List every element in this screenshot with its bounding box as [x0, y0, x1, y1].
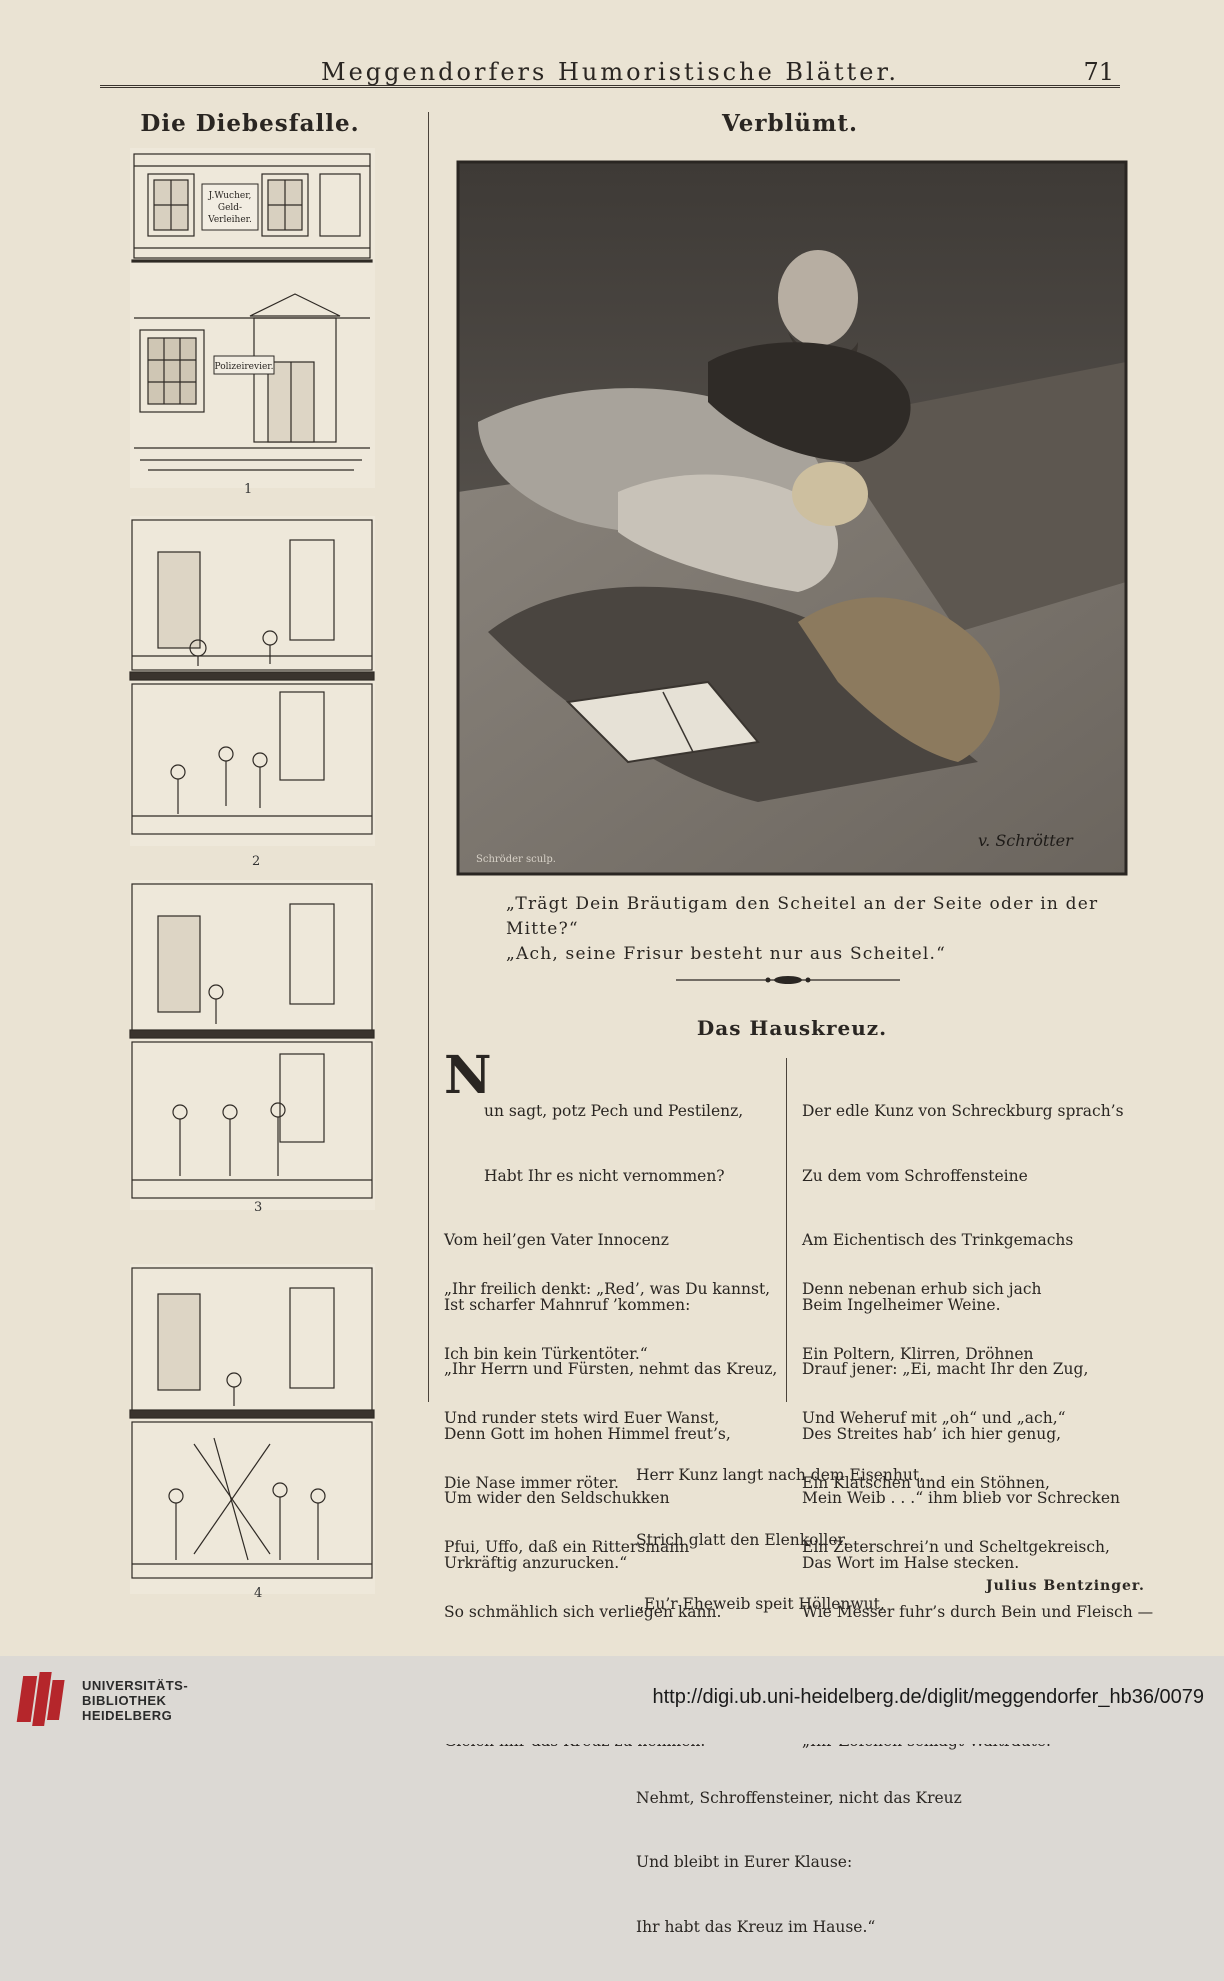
panel-2-drawing — [130, 516, 375, 846]
library-name[interactable] — [82, 1678, 188, 1723]
stanza-1-line-7: Um wider den Seldschukken — [444, 1489, 670, 1507]
stanza-2-line-6: So schmählich sich verliegen kann. — [444, 1602, 722, 1621]
stanza-3-line-4: Beim Ingelheimer Weine. — [802, 1295, 1001, 1314]
stanza-3-line-8: Das Wort im Halse stecken. — [802, 1553, 1020, 1572]
footer-bar — [0, 1656, 1224, 1744]
stanza-2-line-5: Pfui, Uffo, daß ein Rittersmann — [444, 1538, 690, 1556]
stanza-4-line-1: Denn nebenan erhub sich jach — [802, 1280, 1042, 1298]
stanza-1-line-3: Vom heil’gen Vater Innocenz — [444, 1231, 669, 1249]
ornament-divider — [676, 972, 900, 988]
illustration-caption — [506, 892, 1126, 967]
artist-signature: v. Schrötter — [978, 831, 1073, 850]
poem-author: Julius Bentzinger. — [986, 1578, 1145, 1594]
comic-panel-2 — [130, 516, 375, 869]
library-name-line-2: BIBLIOTHEK — [82, 1693, 167, 1708]
panel-number-1: 1 — [244, 482, 253, 497]
panel-number-2: 2 — [252, 854, 261, 869]
column-divider — [428, 112, 429, 1402]
stanza-4-line-4: Ein Klatschen und ein Stöhnen, — [802, 1473, 1050, 1492]
university-logo-icon[interactable] — [22, 1670, 70, 1728]
source-url-link[interactable]: http://digi.ub.uni-heidelberg.de/diglit/meggendorfer_hb36/0079 — [652, 1686, 1204, 1708]
stanza-2-line-1: „Ihr freilich denkt: „Red’, was Du kannst, — [444, 1280, 771, 1298]
shop-sign-line-1: J.Wucher, — [208, 191, 252, 201]
shop-sign-line-2: Geld- — [217, 203, 243, 213]
stanza-2-line-3: Und runder stets wird Euer Wanst, — [444, 1409, 720, 1427]
engraver-credit: Schröder sculp. — [476, 854, 556, 865]
stanza-3-line-3: Am Eichentisch des Trinkgemachs — [802, 1231, 1074, 1249]
panel-4-drawing — [130, 1264, 375, 1594]
stanza-5-line-6: Nehmt, Schroffensteiner, nicht das Kreuz — [636, 1788, 962, 1807]
stanza-1-line-4: Ist scharfer Mahnruf ’kommen: — [444, 1295, 691, 1314]
running-head — [100, 54, 1120, 88]
stanza-2-line-2: Ich bin kein Türkentöter.“ — [444, 1344, 648, 1363]
caption-line-1: „Trägt Dein Bräutigam den Scheitel an der Seite oder in der Mitte?“ — [506, 894, 1099, 939]
stanza-3-line-6: Des Streites hab’ ich hier genug, — [802, 1424, 1062, 1443]
stanza-1-line-1: un sagt, potz Pech und Pestilenz, — [484, 1102, 744, 1120]
station-sign: Polizeirevier. — [214, 362, 274, 372]
illustration-drawing — [458, 162, 1126, 874]
poem-title: Das Hauskreuz. — [696, 1016, 888, 1040]
right-column-title: Verblümt. — [722, 110, 858, 137]
shop-sign-line-3: Verleiher. — [208, 215, 252, 225]
stanza-5-line-1: Herr Kunz langt nach dem Eisenhut, — [636, 1466, 925, 1484]
stanza-1-line-2: Habt Ihr es nicht vernommen? — [484, 1166, 725, 1185]
running-title: Meggendorfers Humoristische Blätter. — [321, 58, 899, 86]
panel-3-drawing — [130, 880, 375, 1210]
stanza-5-line-8: Ihr habt das Kreuz im Hause.“ — [636, 1917, 876, 1936]
library-name-line-1: UNIVERSITÄTS- — [82, 1678, 189, 1693]
poem-dropcap: N — [444, 1045, 492, 1106]
stanza-3-line-2: Zu dem vom Schroffensteine — [802, 1166, 1028, 1185]
stanza-1-line-6: Denn Gott im hohen Himmel freut’s, — [444, 1424, 731, 1443]
stanza-4-line-6: Wie Messer fuhr’s durch Bein und Fleisch — — [802, 1602, 1154, 1621]
comic-panel-4 — [130, 1264, 375, 1601]
main-illustration — [458, 162, 1126, 874]
panel-number-4: 4 — [254, 1586, 263, 1601]
stanza-1-line-8: Urkräftig anzurucken.“ — [444, 1553, 628, 1572]
panel-number-3: 3 — [254, 1200, 263, 1215]
page-number: 71 — [1083, 58, 1114, 86]
stanza-5-line-3: „Eu’r Eheweib speit Höllenwut, — [636, 1595, 885, 1613]
caption-line-2: „Ach, seine Frisur besteht nur aus Scheitel.“ — [506, 944, 946, 964]
comic-panel-3 — [130, 880, 375, 1215]
stanza-5-line-7: Und bleibt in Eurer Klause: — [636, 1853, 853, 1871]
poem-column-divider — [786, 1058, 787, 1402]
panel-1-drawing — [130, 148, 375, 488]
stanza-4-line-3: Und Weheruf mit „oh“ und „ach,“ — [802, 1409, 1066, 1427]
stanza-3-line-1: Der edle Kunz von Schreckburg sprach’s — [802, 1102, 1124, 1120]
stanza-3-line-7: Mein Weib . . .“ ihm blieb vor Schrecken — [802, 1489, 1120, 1507]
library-name-line-3: HEIDELBERG — [82, 1708, 173, 1723]
stanza-1-line-5: „Ihr Herrn und Fürsten, nehmt das Kreuz, — [444, 1360, 778, 1378]
stanza-4-line-5: Ein Zeterschrei’n und Scheltgekreisch, — [802, 1538, 1110, 1556]
left-column-title: Die Diebesfalle. — [140, 110, 360, 137]
stanza-2-line-4: Die Nase immer röter. — [444, 1473, 619, 1492]
stanza-5-line-2: Strich glatt den Elenkoller. — [636, 1530, 849, 1549]
stanza-4-line-2: Ein Poltern, Klirren, Dröhnen — [802, 1344, 1034, 1363]
stanza-3-line-5: Drauf jener: „Ei, macht Ihr den Zug, — [802, 1360, 1089, 1378]
comic-panel-1 — [130, 148, 375, 497]
